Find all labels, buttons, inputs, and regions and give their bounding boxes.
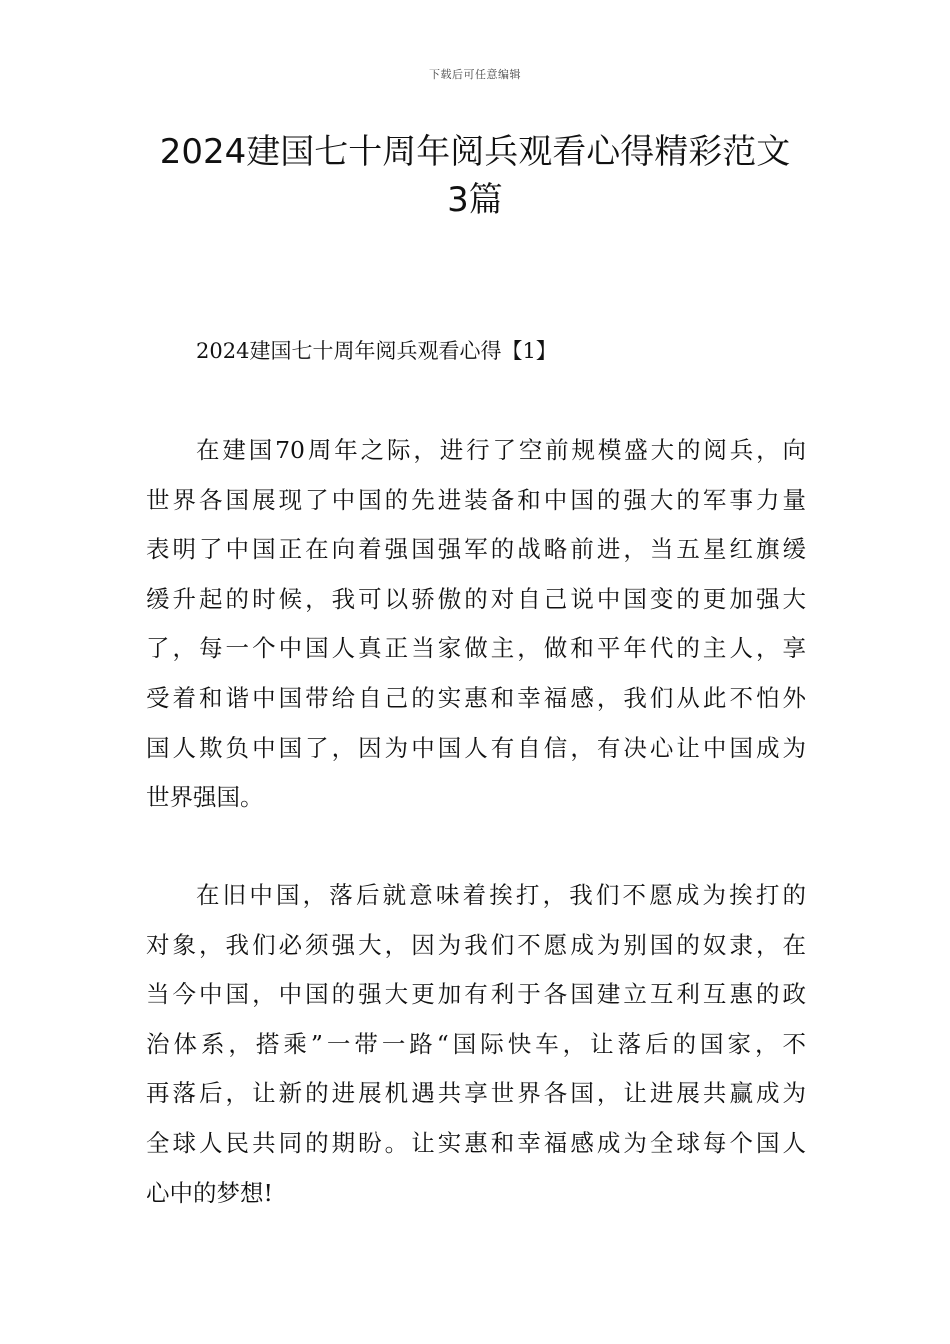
paragraph-line: 国人欺负中国了，因为中国人有自信，有决心让中国成为	[146, 733, 806, 762]
paragraph-line: 再落后，让新的进展机遇共享世界各国，让进展共赢成为	[146, 1079, 806, 1108]
paragraph-2	[146, 871, 806, 1218]
document-title	[130, 128, 820, 224]
paragraph-line: 治体系，搭乘”一带一路“国际快车，让落后的国家，不	[146, 1029, 806, 1058]
paragraph-line: 了，每一个中国人真正当家做主，做和平年代的主人，享	[146, 634, 806, 663]
paragraph-line: 世界强国。	[146, 783, 264, 812]
paragraph-line: 对象，我们必须强大，因为我们不愿成为别国的奴隶，在	[146, 930, 806, 959]
section-heading: 2024建国七十周年阅兵观看心得【1】	[196, 339, 557, 363]
paragraph-line: 在旧中国，落后就意味着挨打，我们不愿成为挨打的	[196, 881, 806, 909]
paragraph-line: 缓升起的时候，我可以骄傲的对自己说中国变的更加强大	[146, 584, 806, 613]
title-line-2: 3篇	[447, 180, 503, 220]
paragraph-1	[146, 426, 806, 823]
paragraph-line: 心中的梦想!	[146, 1178, 273, 1207]
paragraph-line: 在建国70周年之际，进行了空前规模盛大的阅兵，向	[196, 436, 806, 464]
title-line-1: 2024建国七十周年阅兵观看心得精彩范文	[159, 132, 791, 172]
paragraph-line: 全球人民共同的期盼。让实惠和幸福感成为全球每个国人	[146, 1128, 806, 1157]
paragraph-line: 受着和谐中国带给自己的实惠和幸福感，我们从此不怕外	[146, 683, 806, 712]
header-note: 下载后可任意编辑	[429, 68, 521, 81]
paragraph-line: 表明了中国正在向着强国强军的战略前进，当五星红旗缓	[146, 535, 806, 564]
paragraph-line: 当今中国，中国的强大更加有利于各国建立互利互惠的政	[146, 980, 806, 1009]
paragraph-line: 世界各国展现了中国的先进装备和中国的强大的军事力量	[146, 485, 806, 514]
